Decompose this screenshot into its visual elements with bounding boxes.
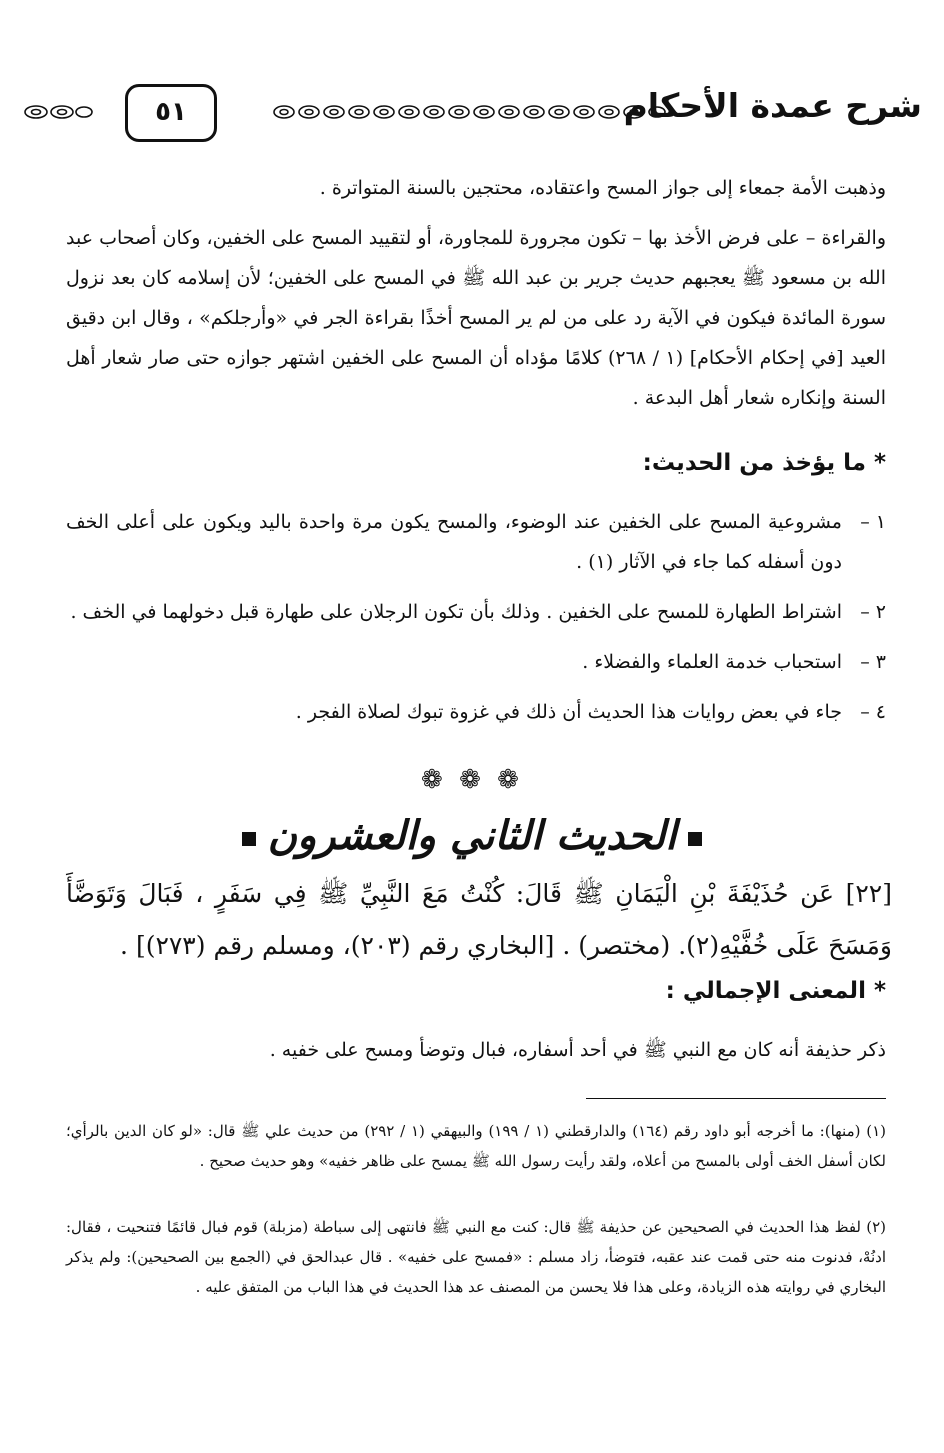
item-number: ٣ –	[860, 651, 886, 673]
footnote-2: (٢) لفظ هذا الحديث في الصحيحين عن حذيفة ﷺ قال: كنت مع النبي ﷺ فانتهى إلى سباطة (مزبلة) قوم فبال قائمًا فتنحيت ، فقال: ادنُهْ، فدنوت منه حتى قمت عند عقبه، فتوضأ، زاد مسلم : «فمسح على خفيه» . قال عبدالحق في (الجمع بين الصحيحين): ولم يذكر البخاري في روايته هذه الزيادة، وعلى هذا فلا يحسن من المصنف عد هذا الحديث في هذا الباب من المتفق عليه .	[66, 1218, 886, 1296]
page-header	[22, 82, 922, 142]
section-heading-meaning: * المعنى الإجمالي :	[665, 978, 886, 1004]
hadith-title: الحديث الثاني والعشرون	[267, 812, 677, 859]
list-item	[66, 642, 886, 682]
meaning-text: ذكر حذيفة أنه كان مع النبي ﷺ في أحد أسفاره، فبال وتوضأ ومسح على خفيه .	[269, 1039, 886, 1061]
item-text: استحباب خدمة العلماء والفضلاء .	[582, 651, 842, 673]
flower-divider-icon: ❁ ❁ ❁	[421, 765, 523, 795]
item-number: ١ –	[860, 511, 886, 533]
footnote-divider	[586, 1098, 886, 1099]
paragraph-recitation: والقراءة – على فرض الأخذ بها – تكون مجرورة للمجاورة، أو لتقييد المسح على الخفين، وكان أصحاب عبد الله بن مسعود ﷺ يعجبهم حديث جرير بن عبد الله ﷺ في المسح على الخفين؛ لأن إسلامه كان بعد نزول سورة المائدة فيكون في الآية رد على من لم ير المسح أخذًا بقراءة الجر في «وأرجلكم» ، وقال ابن دقيق العيد [في إحكام الأحكام] (١ / ٢٦٨) كلامًا مؤداه أن المسح على الخفين اشتهر جوازه حتى صار شعار أهل السنة وإنكاره شعار أهل البدعة .	[66, 227, 887, 409]
book-title: شرح عمدة الأحكام	[623, 86, 922, 125]
footnote-1: (١) (منها): ما أخرجه أبو داود رقم (١٦٤) والدارقطني (١ / ١٩٩) والبيهقي (١ / ٢٩٢) من حديث علي ﷺ قال: «لو كان الدين بالرأي؛ لكان أسفل الخف أولى بالمسح من أعلاه، ولقد رأيت رسول الله ﷺ يمسح على ظاهر خفيه» وهو حديث صحيح .	[66, 1122, 887, 1170]
paragraph-consensus: وذهبت الأمة جمعاء إلى جواز المسح واعتقاده، محتجين بالسنة المتواترة .	[319, 177, 886, 199]
square-bullet-icon	[688, 832, 702, 846]
list-item	[66, 592, 886, 632]
ornament-small-icon	[22, 104, 94, 120]
item-number: ٢ –	[860, 601, 886, 623]
lessons-list	[66, 502, 886, 742]
hadith-text: [٢٢] عَن حُذَيْفَةَ بْنِ الْيَمَانِ ﷺ قَالَ: كُنْتُ مَعَ النَّبِيِّ ﷺ فِي سَفَرٍ ، فَبَالَ وَتَوَضَّأَ وَمَسَحَ عَلَى خُفَّيْهِ(٢). (مختصر) . [البخاري رقم (٢٠٣)، ومسلم رقم (٢٧٣)] .	[66, 879, 892, 960]
section-heading-lessons: * ما يؤخذ من الحديث:	[642, 450, 886, 476]
list-item	[66, 692, 886, 732]
hadith-title-line	[0, 812, 944, 859]
item-text: اشتراط الطهارة للمسح على الخفين . وذلك بأن تكون الرجلان على طهارة قبل دخولهما في الخف .	[70, 601, 842, 623]
page-number: ٥١	[125, 84, 217, 142]
item-number: ٤ –	[860, 701, 886, 723]
square-bullet-icon	[242, 832, 256, 846]
list-item	[66, 502, 886, 582]
item-text: مشروعية المسح على الخفين عند الوضوء، والمسح يكون مرة واحدة باليد ويكون على أعلى الخف دون أسفله كما جاء في الآثار (١) .	[66, 511, 842, 573]
ornament-band-icon	[272, 104, 667, 120]
item-text: جاء في بعض روايات هذا الحديث أن ذلك في غزوة تبوك لصلاة الفجر .	[295, 701, 842, 723]
